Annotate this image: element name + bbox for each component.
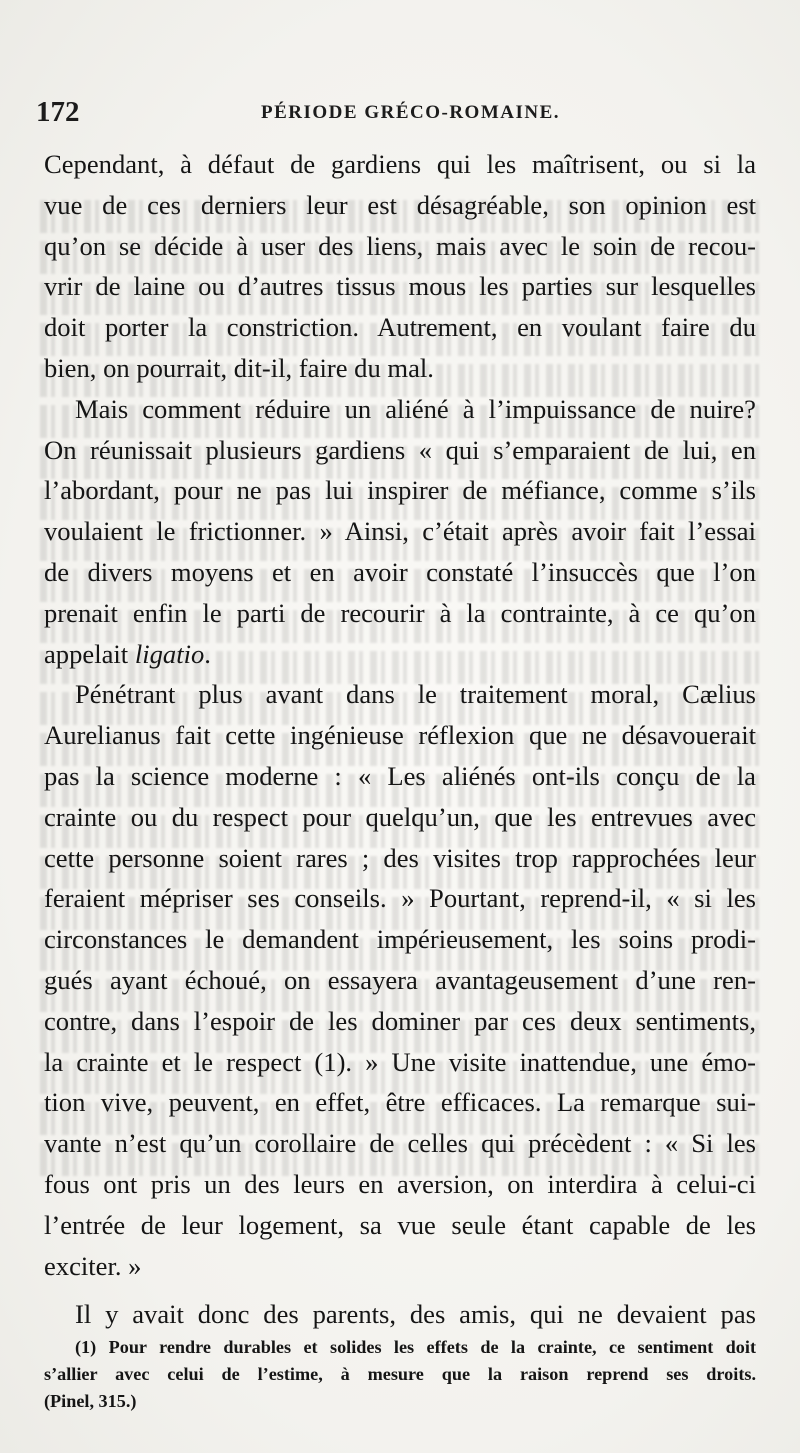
text-line: vante n’est qu’un corollaire de celles qui précèdent : « Si les — [44, 1128, 756, 1159]
text-line: l’abordant, pour ne pas lui inspirer de méfiance, comme s’ils — [44, 475, 756, 506]
text-line: Il y avait donc des parents, des amis, qui ne devaient pas — [75, 1299, 756, 1330]
text-line: gués ayant échoué, on essayera avantageusement d’une ren- — [44, 964, 756, 995]
text-line: circonstances le demandent impérieusement, les soins prodi- — [44, 924, 756, 955]
page-number: 172 — [36, 96, 80, 128]
page-header — [36, 96, 754, 132]
text-line: Pénétrant plus avant dans le traitement moral, Cælius — [75, 679, 756, 710]
text-line: fous ont pris un des leurs en aversion, on interdira à celui-ci — [44, 1168, 756, 1199]
text-line: cette personne soient rares ; des visites trop rapprochées leur — [44, 842, 756, 873]
footnote-line: (Pinel, 315.) — [44, 1391, 137, 1411]
text-line: contre, dans l’espoir de les dominer par ces deux sentiments, — [44, 1005, 756, 1036]
text-line: On réunissait plusieurs gardiens « qui s’emparaient de lui, en — [44, 434, 756, 465]
footnote — [44, 1334, 756, 1415]
text-line: Cependant, à défaut de gardiens qui les maîtrisent, ou si la — [44, 149, 756, 179]
text-line: Aurelianus fait cette ingénieuse réflexion que ne désavouerait — [44, 720, 756, 751]
text-line: doit porter la constriction. Autrement, en voulant faire du — [44, 312, 756, 343]
text-line: crainte ou du respect pour quelqu’un, que les entrevues avec — [44, 801, 756, 832]
text-line: exciter. » — [44, 1250, 142, 1281]
body-text — [44, 144, 756, 1335]
italic-term: ligatio — [134, 638, 205, 669]
text-line: qu’on se décide à user des liens, mais avec le soin de recou- — [44, 230, 756, 261]
text-line: vue de ces derniers leur est désagréable, son opinion est — [44, 189, 756, 220]
text-line: de divers moyens et en avoir constaté l’insuccès que l’on — [44, 556, 756, 587]
text-line: feraient mépriser ses conseils. » Pourtant, reprend-il, « si les — [44, 883, 756, 914]
text-line: bien, on pourrait, dit-il, faire du mal. — [44, 352, 434, 383]
text-line: tion vive, peuvent, en effet, être efficaces. La remarque sui- — [44, 1087, 756, 1118]
text-line: pas la science moderne : « Les aliénés ont-ils conçu de la — [44, 760, 756, 791]
text-line: prenait enfin le parti de recourir à la contrainte, à ce qu’on — [44, 597, 756, 628]
text-line: la crainte et le respect (1). » Une visite inattendue, une émo- — [44, 1046, 756, 1077]
footnote-line: s’allier avec celui de l’estime, à mesure que la raison reprend ses droits. — [44, 1364, 756, 1384]
text-line: l’entrée de leur logement, sa vue seule étant capable de les — [44, 1209, 756, 1240]
text-line: vrir de laine ou d’autres tissus mous les parties sur lesquelles — [44, 271, 756, 302]
text-fragment: . — [204, 638, 211, 669]
running-head: PÉRIODE GRÉCO-ROMAINE. — [261, 102, 561, 123]
text-line: Mais comment réduire un aliéné à l’impuissance de nuire? — [75, 393, 756, 424]
text-line: voulaient le frictionner. » Ainsi, c’était après avoir fait l’essai — [44, 516, 756, 547]
text-fragment: appelait — [44, 638, 135, 669]
footnote-line: (1) Pour rendre durables et solides les effets de la crainte, ce sentiment doit — [75, 1337, 756, 1357]
text-line — [44, 634, 756, 675]
paragraph-gap — [44, 1286, 756, 1294]
